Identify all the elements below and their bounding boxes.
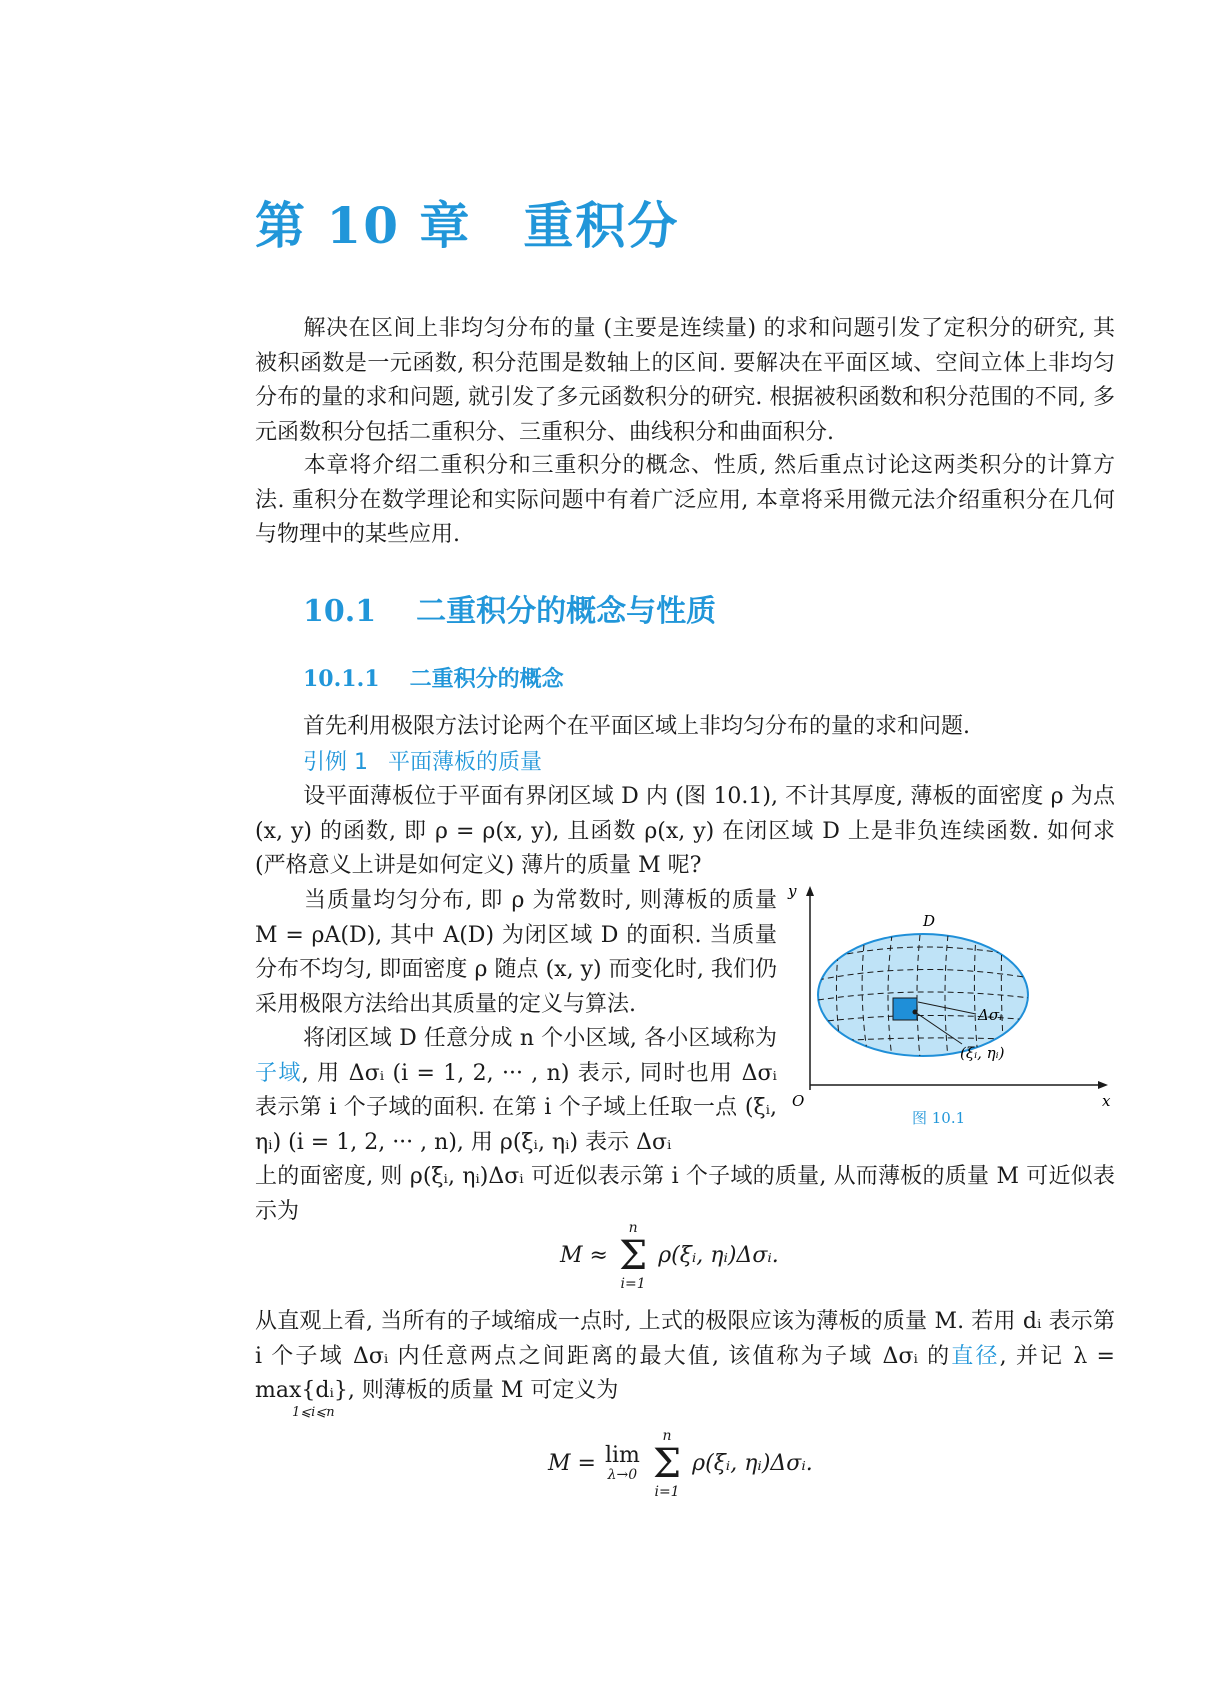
partition-continuation: 上的面密度, 则 ρ(ξᵢ, ηᵢ)Δσᵢ 可近似表示第 i 个子域的质量, 从而薄板的质量 M 可近似表示为 [255,1164,1115,1224]
label-origin: O [792,1092,805,1110]
section-title [303,586,716,630]
label-delta-sigma: Δσᵢ [978,1006,1003,1024]
figure-caption: 图 10.1 [912,1109,966,1127]
limit-paragraph: 从直观上看, 当所有的子域缩成一点时, 上式的极限应该为薄板的质量 M. 若用 dᵢ 表示第 i 个子域 Δσᵢ 内任意两点之间距离的最大值, 该值称为子域 Δσᵢ 的直径, 并记 λ = max{dᵢ}, 则薄板的质量 M 可定义为 [255,1309,1115,1403]
max-subscript: 1⩽i⩽n [292,1405,335,1420]
summation-symbol-2: n Σ i=1 [652,1428,682,1500]
example-label: 引例 1 [303,750,368,775]
subsection-title [303,662,564,693]
label-x: x [1102,1092,1111,1110]
subregion-delta-sigma [893,998,917,1020]
uniform-paragraph: 当质量均匀分布, 即 ρ 为常数时, 则薄板的质量 M = ρA(D), 其中 A(D) 为闭区域 D 的面积. 当质量分布不均匀, 即面密度 ρ 随点 (x, y) 而变化时, 我们仍采用极限方法给出其质量的定义与算法. [255,888,777,1017]
equation-sum: M ≈ n Σ i=1 ρ(ξᵢ, ηᵢ)Δσᵢ. [560,1220,779,1292]
subsection-name: 二重积分的概念 [409,666,564,692]
chapter-name: 重积分 [523,196,680,255]
chapter-number: 第 10 章 [255,196,472,255]
intro-paragraph-2: 本章将介绍二重积分和三重积分的概念、性质, 然后重点讨论这两类积分的计算方法. 重积分在数学理论和实际问题中有着广泛应用, 本章将采用微元法介绍重积分在几何与物理中的某些应用. [255,453,1115,547]
x-axis-arrow [1098,1081,1108,1089]
label-sample-point: (ξᵢ, ηᵢ) [960,1044,1005,1062]
setup-paragraph: 设平面薄板位于平面有界闭区域 D 内 (图 10.1), 不计其厚度, 薄板的面密度 ρ 为点 (x, y) 的函数, 即 ρ = ρ(x, y), 且函数 ρ(x, y) 在闭区域 D 上是非负连续函数. 如何求 (严格意义上讲是如何定义) 薄片的质量 M 呢? [255,784,1115,878]
partition-paragraph: 将闭区域 D 任意分成 n 个小区域, 各小区域称为子域, 用 Δσᵢ (i = 1, 2, ··· , n) 表示, 同时也用 Δσᵢ 表示第 i 个子域的面积. 在第 i 个子域上任取一点 (ξᵢ, ηᵢ) (i = 1, 2, ··· , n), 用 ρ(ξᵢ, ηᵢ) 表示 Δσᵢ [255,1026,777,1155]
summation-symbol: n Σ i=1 [618,1220,648,1292]
section-name: 二重积分的概念与性质 [416,594,717,629]
term-subdomain: 子域 [255,1060,302,1086]
limit-operator: lim λ→0 [604,1443,640,1483]
example-title: 平面薄板的质量 [388,750,543,775]
y-axis-arrow [806,886,814,896]
example-heading [303,745,542,776]
label-region-d: D [923,912,936,930]
equation-limit: M = lim λ→0 n Σ i=1 ρ(ξᵢ, ηᵢ)Δσᵢ. [548,1428,813,1500]
subsection-number: 10.1.1 [303,666,380,692]
section-number: 10.1 [303,594,377,629]
term-diameter: 直径 [951,1343,1000,1369]
figure-region-partition [780,880,1120,1120]
chapter-title [255,186,679,258]
lead-paragraph: 首先利用极限方法讨论两个在平面区域上非均匀分布的量的求和问题. [303,714,970,739]
label-y: y [788,882,797,900]
intro-paragraph-1: 解决在区间上非均匀分布的量 (主要是连续量) 的求和问题引发了定积分的研究, 其被积函数是一元函数, 积分范围是数轴上的区间. 要解决在平面区域、空间立体上非均匀分布的量的求和问题, 就引发了多元函数积分的研究. 根据被积函数和积分范围的不同, 多元函数积分包括二重积分、三重积分、曲线积分和曲面积分. [255,316,1115,445]
